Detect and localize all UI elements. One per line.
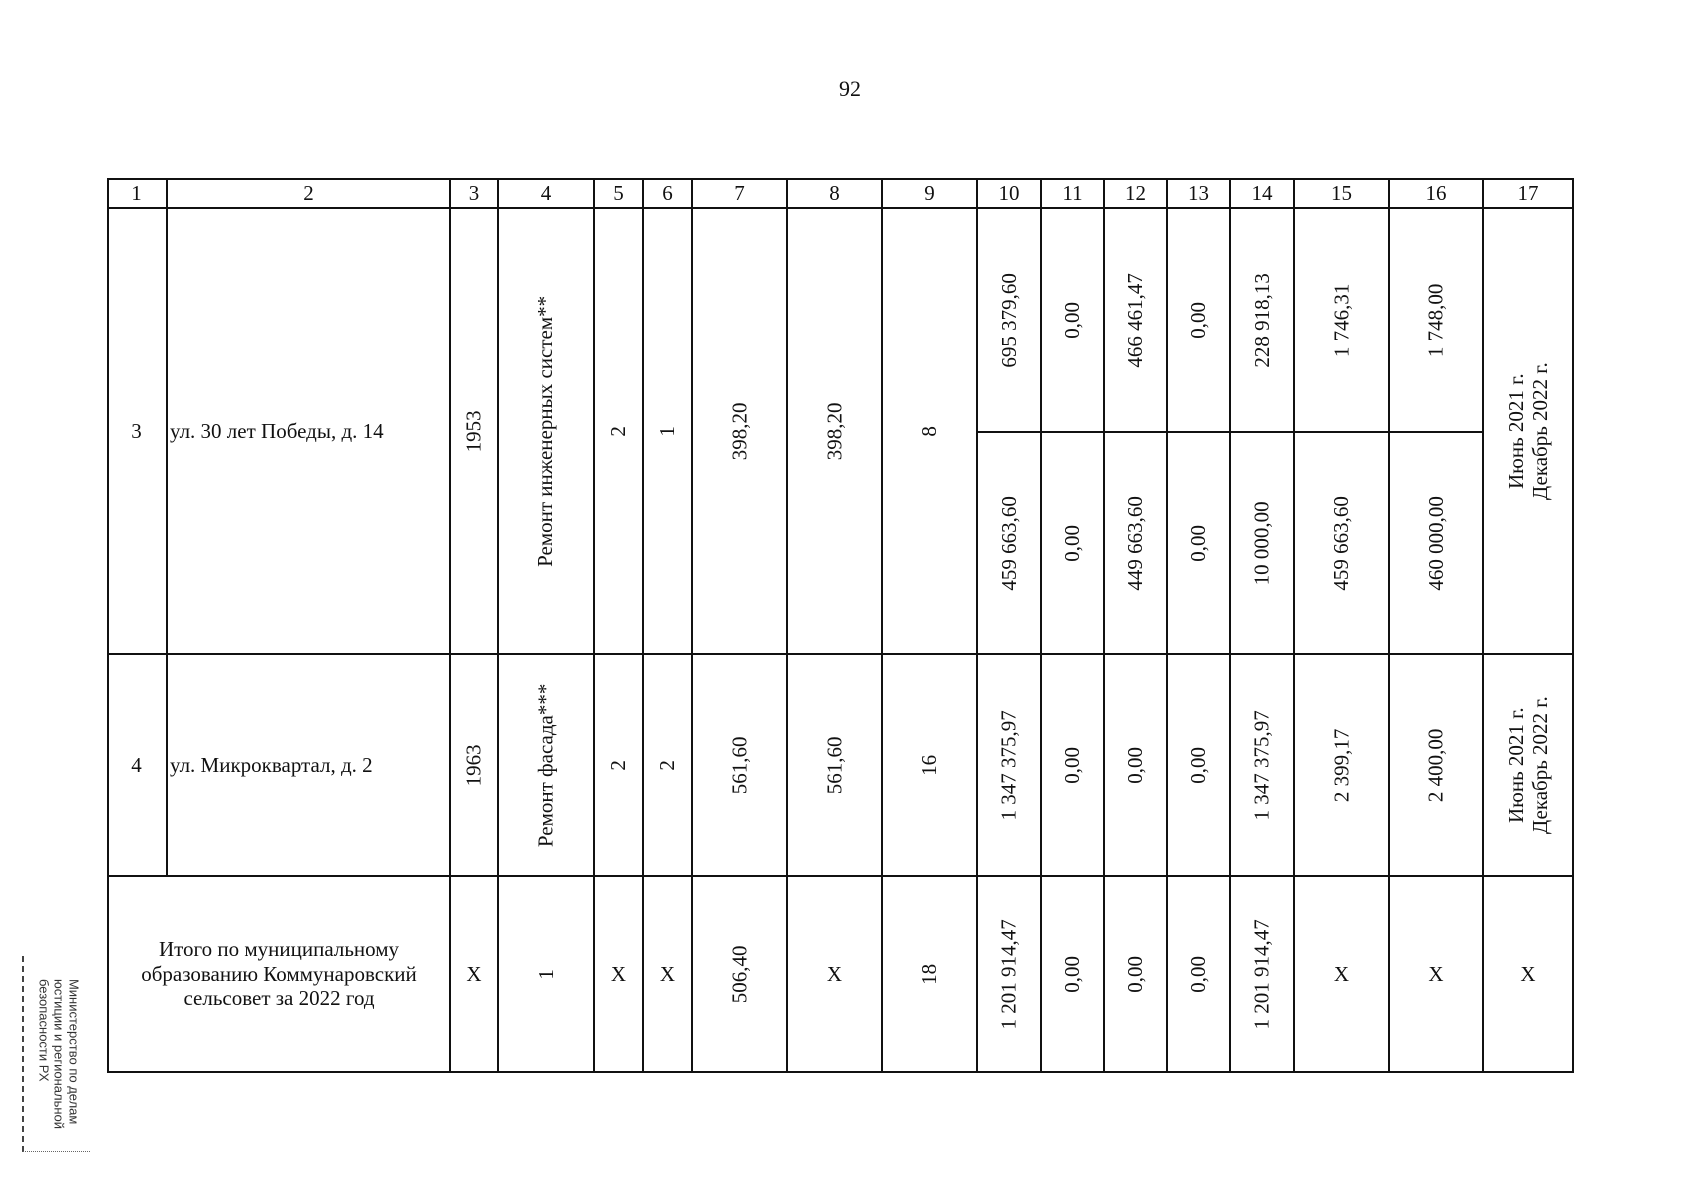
row-4-col-9-text: 16 [917, 754, 942, 776]
header-col-6: 6 [662, 181, 673, 206]
total-col-3: Х [466, 961, 482, 986]
row-3-col-5 [595, 209, 642, 653]
row-4-col-14 [1231, 655, 1293, 875]
header-col-8: 8 [829, 181, 840, 206]
row-3-year [451, 209, 497, 653]
row-3-lower-col-13 [1168, 433, 1229, 653]
row-4-col-8-text: 561,60 [822, 736, 847, 794]
row-3-lower-col-16 [1390, 433, 1482, 653]
row-3-lower-col-11 [1042, 433, 1103, 653]
row-3-lower-col-11-text: 0,00 [1060, 524, 1085, 562]
row-3-period-end: Декабрь 2022 г. [1528, 362, 1552, 500]
row-3-col-6-text: 1 [655, 425, 680, 437]
row-3-col-9 [883, 209, 976, 653]
stamp-line-1: Министерство по делам [66, 978, 82, 1125]
header-col-7: 7 [734, 181, 745, 206]
row-4-col-7-text: 561,60 [727, 736, 752, 794]
header-col-11: 11 [1062, 181, 1083, 206]
row-4-col-13 [1168, 655, 1229, 875]
row-4-col-12-text: 0,00 [1123, 746, 1148, 784]
row-3-upper-col-14-text: 228 918,13 [1249, 272, 1274, 368]
total-col-10 [978, 877, 1040, 1071]
total-col-7-text: 506,40 [727, 945, 752, 1003]
header-col-14: 14 [1251, 181, 1273, 206]
stamp-line-3: безопасности РХ [36, 978, 52, 1082]
total-col-10-text: 1 201 914,47 [996, 918, 1021, 1030]
row-4-period-start: Июнь 2021 г. [1503, 707, 1528, 823]
row-4-col-15 [1295, 655, 1388, 875]
row-3-period-start: Июнь 2021 г. [1503, 373, 1528, 489]
row-4-col-6 [644, 655, 691, 875]
row-4-address: ул. Микроквартал, д. 2 [170, 752, 373, 777]
row-3-upper-col-13-text: 0,00 [1186, 301, 1211, 339]
row-4-col-10 [978, 655, 1040, 875]
stamp-line-2: юстиции и региональной [51, 978, 67, 1130]
header-col-12: 12 [1125, 181, 1146, 206]
total-col-7 [693, 877, 786, 1071]
row-3-col-8 [788, 209, 881, 653]
row-3-lower-col-13-text: 0,00 [1186, 524, 1211, 562]
total-col-9 [883, 877, 976, 1071]
row-4-col-13-text: 0,00 [1186, 746, 1211, 784]
row-3-upper-col-10 [978, 209, 1040, 431]
row-3-upper-col-14 [1231, 209, 1293, 431]
total-col-12-text: 0,00 [1123, 955, 1148, 993]
row-3-year-text: 1953 [461, 409, 486, 452]
row-4-col-5-text: 2 [606, 759, 631, 771]
row-3-period-text [1504, 362, 1552, 500]
header-col-13: 13 [1188, 181, 1209, 206]
row-4-year [451, 655, 497, 875]
row-3-lower-col-16-text: 460 000,00 [1423, 495, 1448, 591]
row-4-col-6-text: 2 [655, 759, 680, 771]
row-3-upper-col-16-text: 1 748,00 [1423, 283, 1448, 357]
total-col-12 [1105, 877, 1166, 1071]
total-col-13 [1168, 877, 1229, 1071]
row-4-period-text [1504, 696, 1552, 834]
row-3-col-8-text: 398,20 [822, 402, 847, 460]
row-3-lower-col-12-text: 449 663,60 [1123, 495, 1148, 591]
row-3-upper-col-15 [1295, 209, 1388, 431]
row-3-upper-col-10-text: 695 379,60 [996, 272, 1021, 368]
row-4-col-10-text: 1 347 375,97 [996, 709, 1021, 821]
header-col-3: 3 [468, 181, 480, 206]
row-4-col-11-text: 0,00 [1060, 746, 1085, 784]
row-3-upper-col-13 [1168, 209, 1229, 431]
row-3-col-5-text: 2 [606, 425, 631, 437]
row-3-upper-col-15-text: 1 746,31 [1329, 283, 1354, 357]
row-4-col-8 [788, 655, 881, 875]
header-col-9: 9 [924, 181, 935, 206]
row-4-col-11 [1042, 655, 1103, 875]
total-col-11 [1042, 877, 1103, 1071]
row-3-lower-col-10-text: 459 663,60 [996, 495, 1021, 591]
header-col-4: 4 [540, 181, 552, 206]
total-col-16: Х [1428, 961, 1444, 986]
row-4-year-text: 1963 [461, 743, 486, 786]
row-4-col-9 [883, 655, 976, 875]
header-col-5: 5 [613, 181, 624, 206]
row-3-lower-col-14 [1231, 433, 1293, 653]
total-col-14-text: 1 201 914,47 [1249, 918, 1274, 1030]
row-3-col-9-text: 8 [917, 425, 942, 437]
row-4-work-type [499, 655, 593, 875]
row-3-work-type [499, 209, 593, 653]
row-3-upper-col-12 [1105, 209, 1166, 431]
total-col-4-text: 1 [533, 968, 558, 980]
row-3-address: ул. 30 лет Победы, д. 14 [170, 418, 384, 443]
header-col-10: 10 [998, 181, 1020, 206]
row-4-period [1484, 655, 1572, 875]
page-number: 92 [839, 76, 861, 101]
total-col-5: Х [610, 961, 627, 986]
row-4-work-type-text: Ремонт фасада*** [533, 683, 558, 847]
row-3-lower-col-12 [1105, 433, 1166, 653]
row-4-col-16 [1390, 655, 1482, 875]
total-col-17: Х [1520, 961, 1536, 986]
row-3-period [1484, 209, 1572, 653]
ministry-stamp-text [36, 979, 81, 1129]
row-4-col-7 [693, 655, 786, 875]
row-3-col-6 [644, 209, 691, 653]
table-border-bottom [107, 1071, 1574, 1073]
row-4-number: 4 [131, 752, 142, 777]
row-3-lower-col-15 [1295, 433, 1388, 653]
row-3-col-7-text: 398,20 [727, 402, 752, 460]
total-col-14 [1231, 877, 1293, 1071]
row-4-col-16-text: 2 400,00 [1423, 728, 1448, 802]
row-3-lower-col-14-text: 10 000,00 [1249, 500, 1274, 585]
header-col-15: 15 [1331, 181, 1352, 206]
row-4-col-5 [595, 655, 642, 875]
total-col-11-text: 0,00 [1060, 955, 1085, 993]
row-3-upper-col-11-text: 0,00 [1060, 301, 1085, 339]
total-label: Итого по муниципальному образованию Коммунаровский сельсовет за 2022 год [141, 936, 417, 1011]
row-4-col-14-text: 1 347 375,97 [1249, 709, 1274, 821]
row-3-upper-col-12-text: 466 461,47 [1123, 272, 1148, 368]
ministry-stamp [22, 956, 90, 1152]
total-col-13-text: 0,00 [1186, 955, 1211, 993]
header-col-16: 16 [1425, 181, 1447, 206]
row-3-lower-col-15-text: 459 663,60 [1329, 495, 1354, 591]
row-3-upper-col-16 [1390, 209, 1482, 431]
total-col-6: Х [659, 961, 676, 986]
total-col-4 [499, 877, 593, 1071]
total-col-9-text: 18 [917, 963, 942, 985]
row-3-number: 3 [131, 418, 142, 443]
header-col-1: 1 [131, 181, 142, 206]
total-col-8: Х [826, 961, 843, 986]
table-border-right [1572, 178, 1574, 1073]
row-3-lower-col-10 [978, 433, 1040, 653]
total-col-15: Х [1333, 961, 1350, 986]
row-3-col-7 [693, 209, 786, 653]
row-4-col-15-text: 2 399,17 [1329, 728, 1354, 802]
header-col-17: 17 [1517, 181, 1539, 206]
row-3-upper-col-11 [1042, 209, 1103, 431]
row-3-work-type-text: Ремонт инженерных систем** [533, 295, 558, 567]
row-4-period-end: Декабрь 2022 г. [1528, 696, 1552, 834]
data-table [107, 178, 1574, 1073]
row-4-col-12 [1105, 655, 1166, 875]
header-col-2: 2 [303, 181, 314, 206]
